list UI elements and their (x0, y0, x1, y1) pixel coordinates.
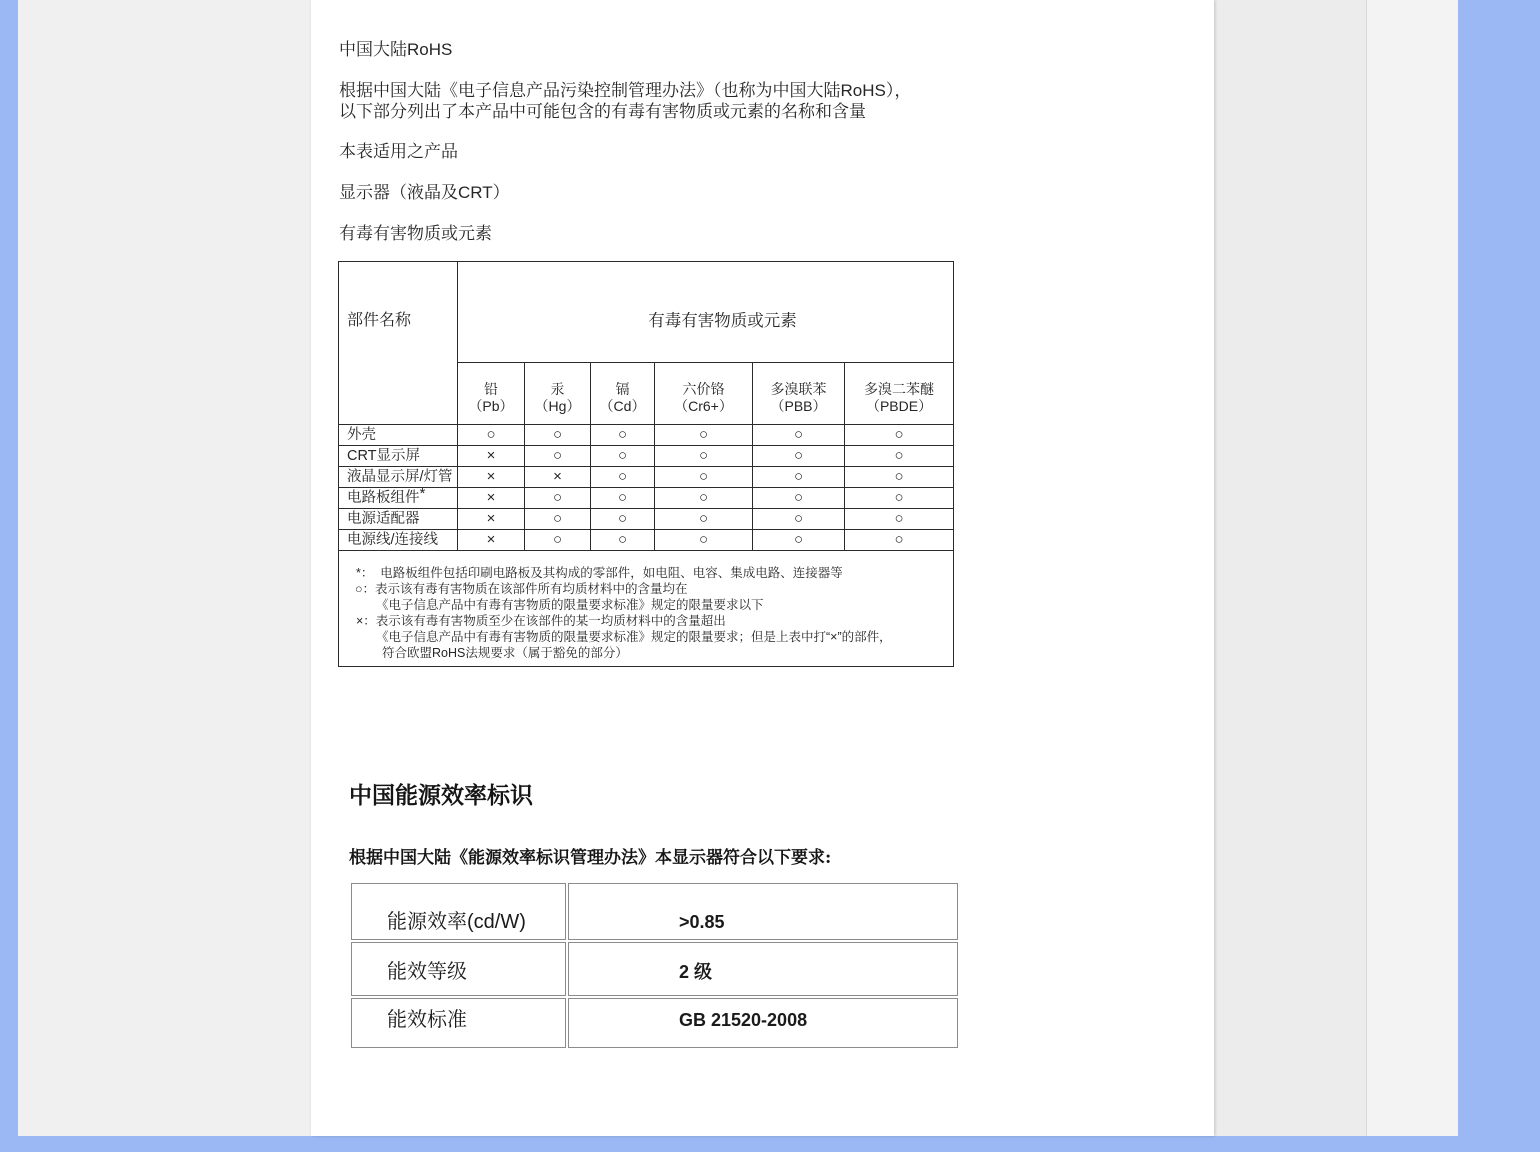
cadmium-mark: ○ (591, 446, 655, 467)
lead-column-header (458, 363, 525, 425)
note-line: ○：表示该有毒有害物质在该部件所有均质材料中的含量均在 (355, 582, 688, 596)
table-header-row (339, 262, 954, 363)
document-page (311, 0, 1214, 1136)
product-name: 显示器（液晶及CRT） (339, 183, 510, 202)
table-row (339, 530, 954, 551)
substance-name: 铅 (484, 381, 498, 397)
note-line: *： 电路板组件包括印刷电路板及其构成的零部件，如电阻、电容、集成电路、连接器等 (356, 566, 843, 580)
pbde-mark: ○ (845, 488, 954, 509)
substance-symbol: （Pb） (468, 398, 514, 414)
lead-mark: × (458, 467, 525, 488)
rohs-intro-line: 根据中国大陆《电子信息产品污染控制管理办法》（也称为中国大陆RoHS）， (339, 81, 912, 100)
part-name: 电源适配器 (339, 509, 458, 530)
footnote-marker: * (419, 485, 426, 502)
efficiency-standard-label: 能效标准 (351, 998, 566, 1048)
table-row (339, 488, 954, 509)
note-line: 《电子信息产品中有毒有害物质的限量要求标准》规定的限量要求；但是上表中打“×”的部件， (376, 630, 892, 644)
hexavalent-chromium-mark: ○ (655, 488, 753, 509)
mercury-mark: ○ (525, 446, 591, 467)
mercury-mark: ○ (525, 488, 591, 509)
efficiency-grade-label: 能效等级 (351, 942, 566, 996)
substance-symbol: （Cd） (599, 398, 646, 414)
substance-symbol: （PBDE） (865, 398, 933, 414)
note-line: 《电子信息产品中有毒有害物质的限量要求标准》规定的限量要求以下 (376, 598, 764, 612)
part-name (339, 485, 458, 509)
table-row (339, 446, 954, 467)
part-name-text: 电路板组件 (347, 490, 420, 506)
note-line: ×：表示该有毒有害物质至少在该部件的某一均质材料中的含量超出 (356, 614, 726, 628)
right-margin-panel (1214, 0, 1366, 1136)
cadmium-mark: ○ (591, 467, 655, 488)
table-notes-row (339, 551, 954, 667)
rohs-intro-paragraph (339, 80, 911, 122)
energy-efficiency-label: 能源效率(cd/W) (351, 883, 566, 940)
energy-efficiency-value: >0.85 (568, 883, 958, 940)
hexavalent-chromium-mark: ○ (655, 509, 753, 530)
cadmium-mark: ○ (591, 530, 655, 551)
table-row (339, 509, 954, 530)
energy-efficiency-table (351, 883, 958, 1048)
mercury-mark: ○ (525, 509, 591, 530)
energy-statement: 根据中国大陆《能源效率标识管理办法》本显示器符合以下要求: (349, 848, 832, 868)
hexavalent-chromium-mark: ○ (655, 530, 753, 551)
substance-symbol: （PBB） (770, 398, 827, 414)
pbde-mark: ○ (845, 509, 954, 530)
cadmium-column-header (591, 363, 655, 425)
lead-mark: × (458, 446, 525, 467)
substances-heading: 有毒有害物质或元素 (339, 224, 492, 243)
pbb-mark: ○ (753, 425, 845, 446)
substance-name: 多溴联苯 (770, 381, 827, 397)
substance-symbol: （Hg） (534, 398, 581, 414)
pbde-mark: ○ (845, 446, 954, 467)
hexavalent-chromium-mark: ○ (655, 446, 753, 467)
cadmium-mark: ○ (591, 488, 655, 509)
lead-mark: × (458, 488, 525, 509)
part-name: 液晶显示屏/灯管 (339, 467, 458, 488)
hexavalent-chromium-column-header (655, 363, 753, 425)
note-line: 符合欧盟RoHS法规要求（属于豁免的部分） (382, 646, 628, 660)
energy-section-title: 中国能源效率标识 (349, 782, 533, 809)
pbde-column-header (845, 363, 954, 425)
hexavalent-chromium-mark: ○ (655, 425, 753, 446)
lead-mark: × (458, 530, 525, 551)
rohs-intro-line: 以下部分列出了本产品中可能包含的有毒有害物质或元素的名称和含量 (339, 102, 866, 121)
pbb-column-header (753, 363, 845, 425)
table-notes (339, 551, 954, 667)
mercury-column-header (525, 363, 591, 425)
applies-label: 本表适用之产品 (339, 142, 458, 161)
mercury-mark: ○ (525, 425, 591, 446)
substance-symbol: （Cr6+） (674, 398, 733, 414)
substance-name: 六价铬 (682, 381, 725, 397)
efficiency-standard-value: GB 21520-2008 (568, 998, 958, 1048)
substance-name: 多溴二苯醚 (864, 381, 935, 397)
cadmium-mark: ○ (591, 509, 655, 530)
substance-name: 汞 (550, 381, 565, 397)
part-name: 外壳 (339, 425, 458, 446)
part-name: CRT显示屏 (339, 446, 458, 467)
pbde-mark: ○ (845, 425, 954, 446)
pbde-mark: ○ (845, 467, 954, 488)
substance-name: 镉 (615, 381, 630, 397)
hazardous-substances-table (338, 261, 954, 667)
table-row (339, 425, 954, 446)
pbb-mark: ○ (753, 446, 845, 467)
pbb-mark: ○ (753, 509, 845, 530)
pbb-mark: ○ (753, 488, 845, 509)
substances-group-header: 有毒有害物质或元素 (458, 262, 954, 363)
table-row (339, 467, 954, 488)
pbde-mark: ○ (845, 530, 954, 551)
rohs-section-title: 中国大陆RoHS (339, 40, 453, 59)
part-name: 电源线/连接线 (339, 530, 458, 551)
lead-mark: × (458, 509, 525, 530)
mercury-mark: ○ (525, 530, 591, 551)
pbb-mark: ○ (753, 530, 845, 551)
hexavalent-chromium-mark: ○ (655, 467, 753, 488)
cadmium-mark: ○ (591, 425, 655, 446)
part-name-header: 部件名称 (339, 262, 458, 425)
right-side-panel (1366, 0, 1458, 1136)
efficiency-grade-value: 2 级 (568, 942, 958, 996)
mercury-mark: × (525, 467, 591, 488)
lead-mark: ○ (458, 425, 525, 446)
pbb-mark: ○ (753, 467, 845, 488)
